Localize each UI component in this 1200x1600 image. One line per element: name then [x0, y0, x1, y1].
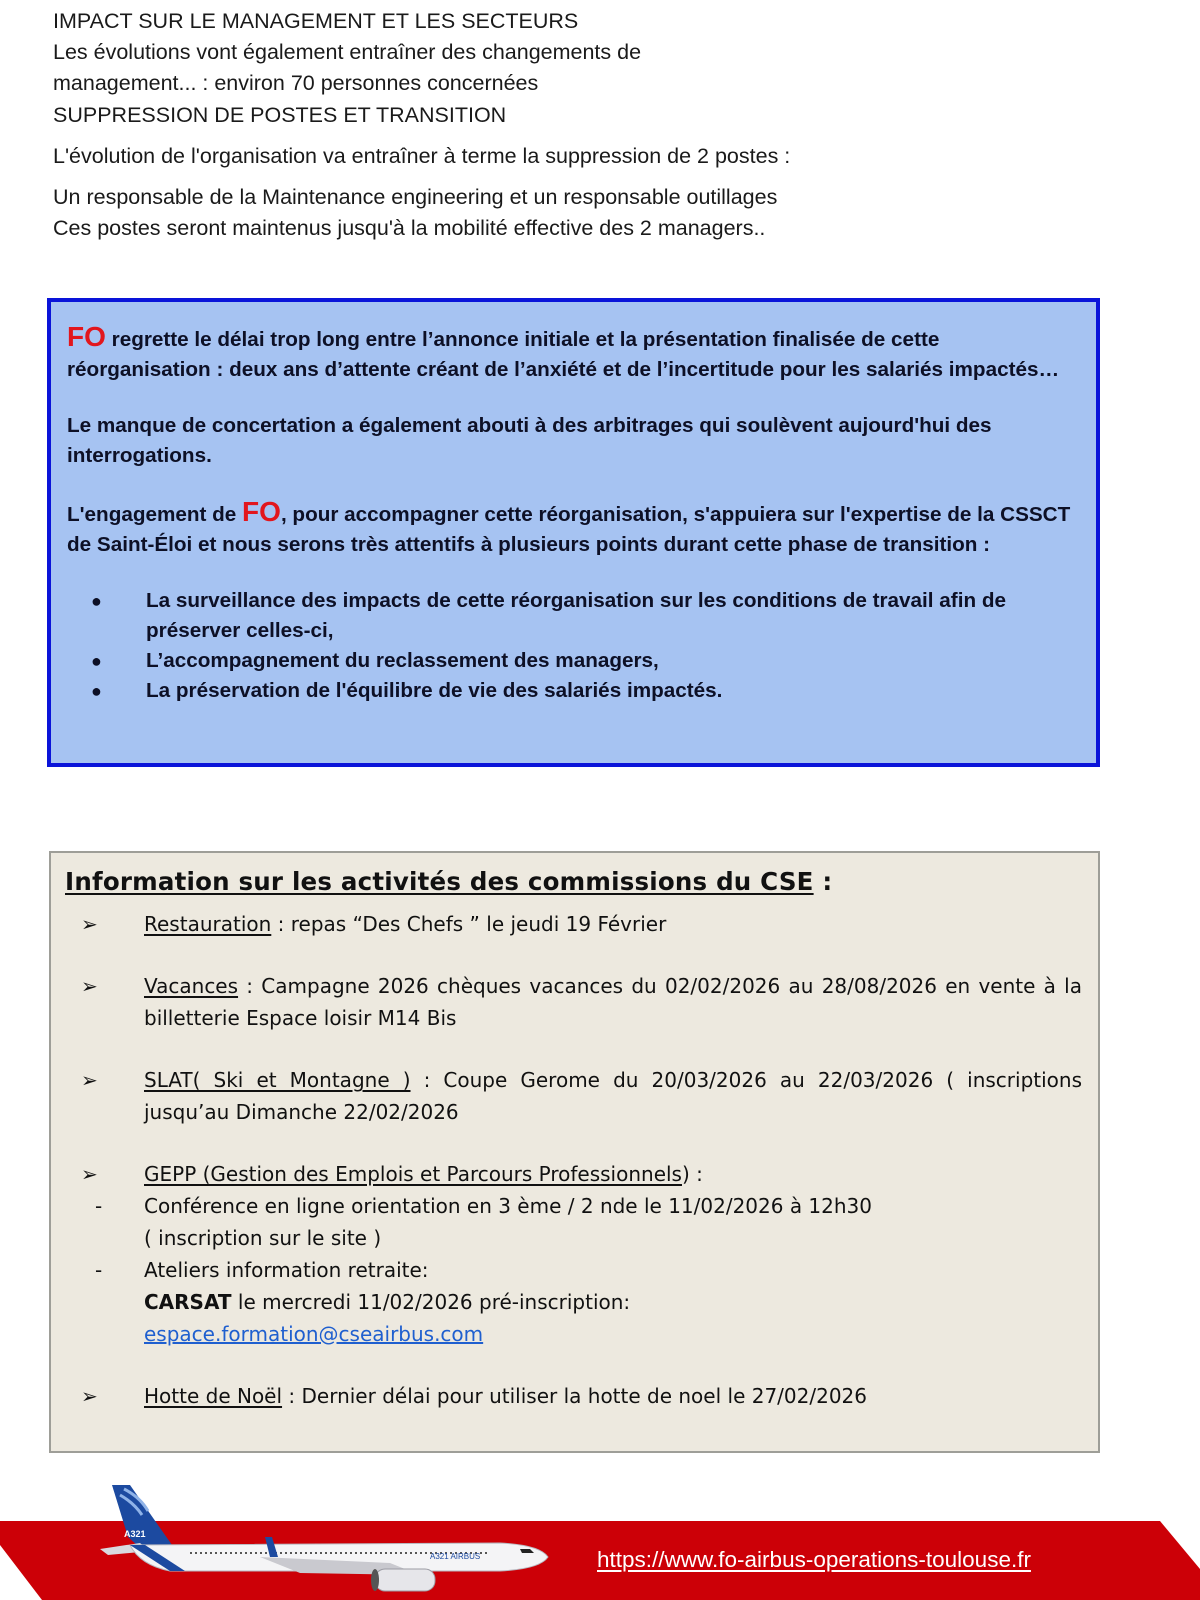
- fo-paragraph-1: FO regrette le délai trop long entre l’annonce initiale et la présentation finalisée de cette réorganisation : deux ans d’attente créant de l’anxiété et de l’incertitude pour les salariés impactés…: [67, 321, 1060, 381]
- cse-item-hotte: ➢ Hotte de Noël : Dernier délai pour utiliser la hotte de noel le 27/02/2026: [65, 1380, 1082, 1412]
- intro-line-5: Ces postes seront maintenus jusqu'à la mobilité effective des 2 managers..: [53, 216, 766, 241]
- cse-title: Information sur les activités des commissions du CSE :: [65, 867, 833, 896]
- intro-line-4: Un responsable de la Maintenance engineering et un responsable outillages: [53, 184, 778, 209]
- fo-logo-text: FO: [242, 496, 281, 527]
- fo-statement-box: [47, 298, 1100, 767]
- intro-line-3: L'évolution de l'organisation va entraîner à terme la suppression de 2 postes :: [53, 143, 791, 168]
- website-link[interactable]: https://www.fo-airbus-operations-toulouse.fr: [597, 1547, 1031, 1572]
- dash-bullet-icon: -: [95, 1194, 103, 1218]
- list-item: ● L’accompagnement du reclassement des managers,: [67, 646, 1080, 676]
- fo-paragraph-3: L'engagement de FO, pour accompagner cette réorganisation, s'appuiera sur l'expertise de la CSSCT de Saint-Éloi et nous serons très attentifs à plusieurs points durant cette phase de transition :: [67, 496, 1071, 556]
- svg-text:A321 AIRBUS: A321 AIRBUS: [430, 1552, 481, 1561]
- heading-impact: IMPACT SUR LE MANAGEMENT ET LES SECTEURS: [53, 9, 579, 33]
- intro-section: [53, 6, 1153, 244]
- list-item: ● La préservation de l'équilibre de vie des salariés impactés.: [67, 676, 1080, 706]
- bullet-icon: ●: [91, 591, 102, 611]
- cse-subitem-retraite: - Ateliers information retraite: CARSAT le mercredi 11/02/2026 pré-inscription: espace.formation@cseairbus.com: [65, 1254, 1082, 1350]
- fo-paragraph-2: Le manque de concertation a également abouti à des arbitrages qui soulèvent aujourd'hui des interrogations.: [67, 414, 992, 467]
- fo-points-list: [67, 586, 1080, 706]
- bullet-icon: ●: [91, 651, 102, 671]
- airbus-a321-plane-image: [100, 1485, 550, 1600]
- cse-item-slat: ➢ SLAT( Ski et Montagne ) : Coupe Gerome du 20/03/2026 au 22/03/2026 ( inscriptions jusqu’au Dimanche 22/02/2026: [65, 1064, 1082, 1128]
- cse-subitem-conference: - Conférence en ligne orientation en 3 ème / 2 nde le 11/02/2026 à 12h30 ( inscription sur le site ): [65, 1190, 1082, 1254]
- bullet-icon: ●: [91, 681, 102, 701]
- intro-line-2: management... : environ 70 personnes concernées: [53, 71, 539, 96]
- arrow-bullet-icon: ➢: [81, 1162, 98, 1186]
- heading-suppression: SUPPRESSION DE POSTES ET TRANSITION: [53, 102, 507, 127]
- intro-line-1: Les évolutions vont également entraîner des changements de: [53, 40, 642, 65]
- cse-item-restauration: ➢ Restauration : repas “Des Chefs ” le jeudi 19 Février: [65, 908, 1082, 940]
- cse-info-box: [49, 851, 1100, 1453]
- fo-logo-text: FO: [67, 321, 106, 352]
- cse-item-gepp: ➢ GEPP (Gestion des Emplois et Parcours Professionnels) :: [65, 1158, 1082, 1190]
- arrow-bullet-icon: ➢: [81, 912, 98, 936]
- cse-item-vacances: ➢ Vacances : Campagne 2026 chèques vacances du 02/02/2026 au 28/08/2026 en vente à la billetterie Espace loisir M14 Bis: [65, 970, 1082, 1034]
- email-link[interactable]: espace.formation@cseairbus.com: [144, 1322, 484, 1346]
- arrow-bullet-icon: ➢: [81, 1384, 98, 1408]
- dash-bullet-icon: -: [95, 1258, 103, 1282]
- list-item: ● La surveillance des impacts de cette réorganisation sur les conditions de travail afin de préserver celles-ci,: [67, 586, 1080, 646]
- arrow-bullet-icon: ➢: [81, 1068, 98, 1092]
- svg-text:A321: A321: [124, 1529, 146, 1539]
- arrow-bullet-icon: ➢: [81, 974, 98, 998]
